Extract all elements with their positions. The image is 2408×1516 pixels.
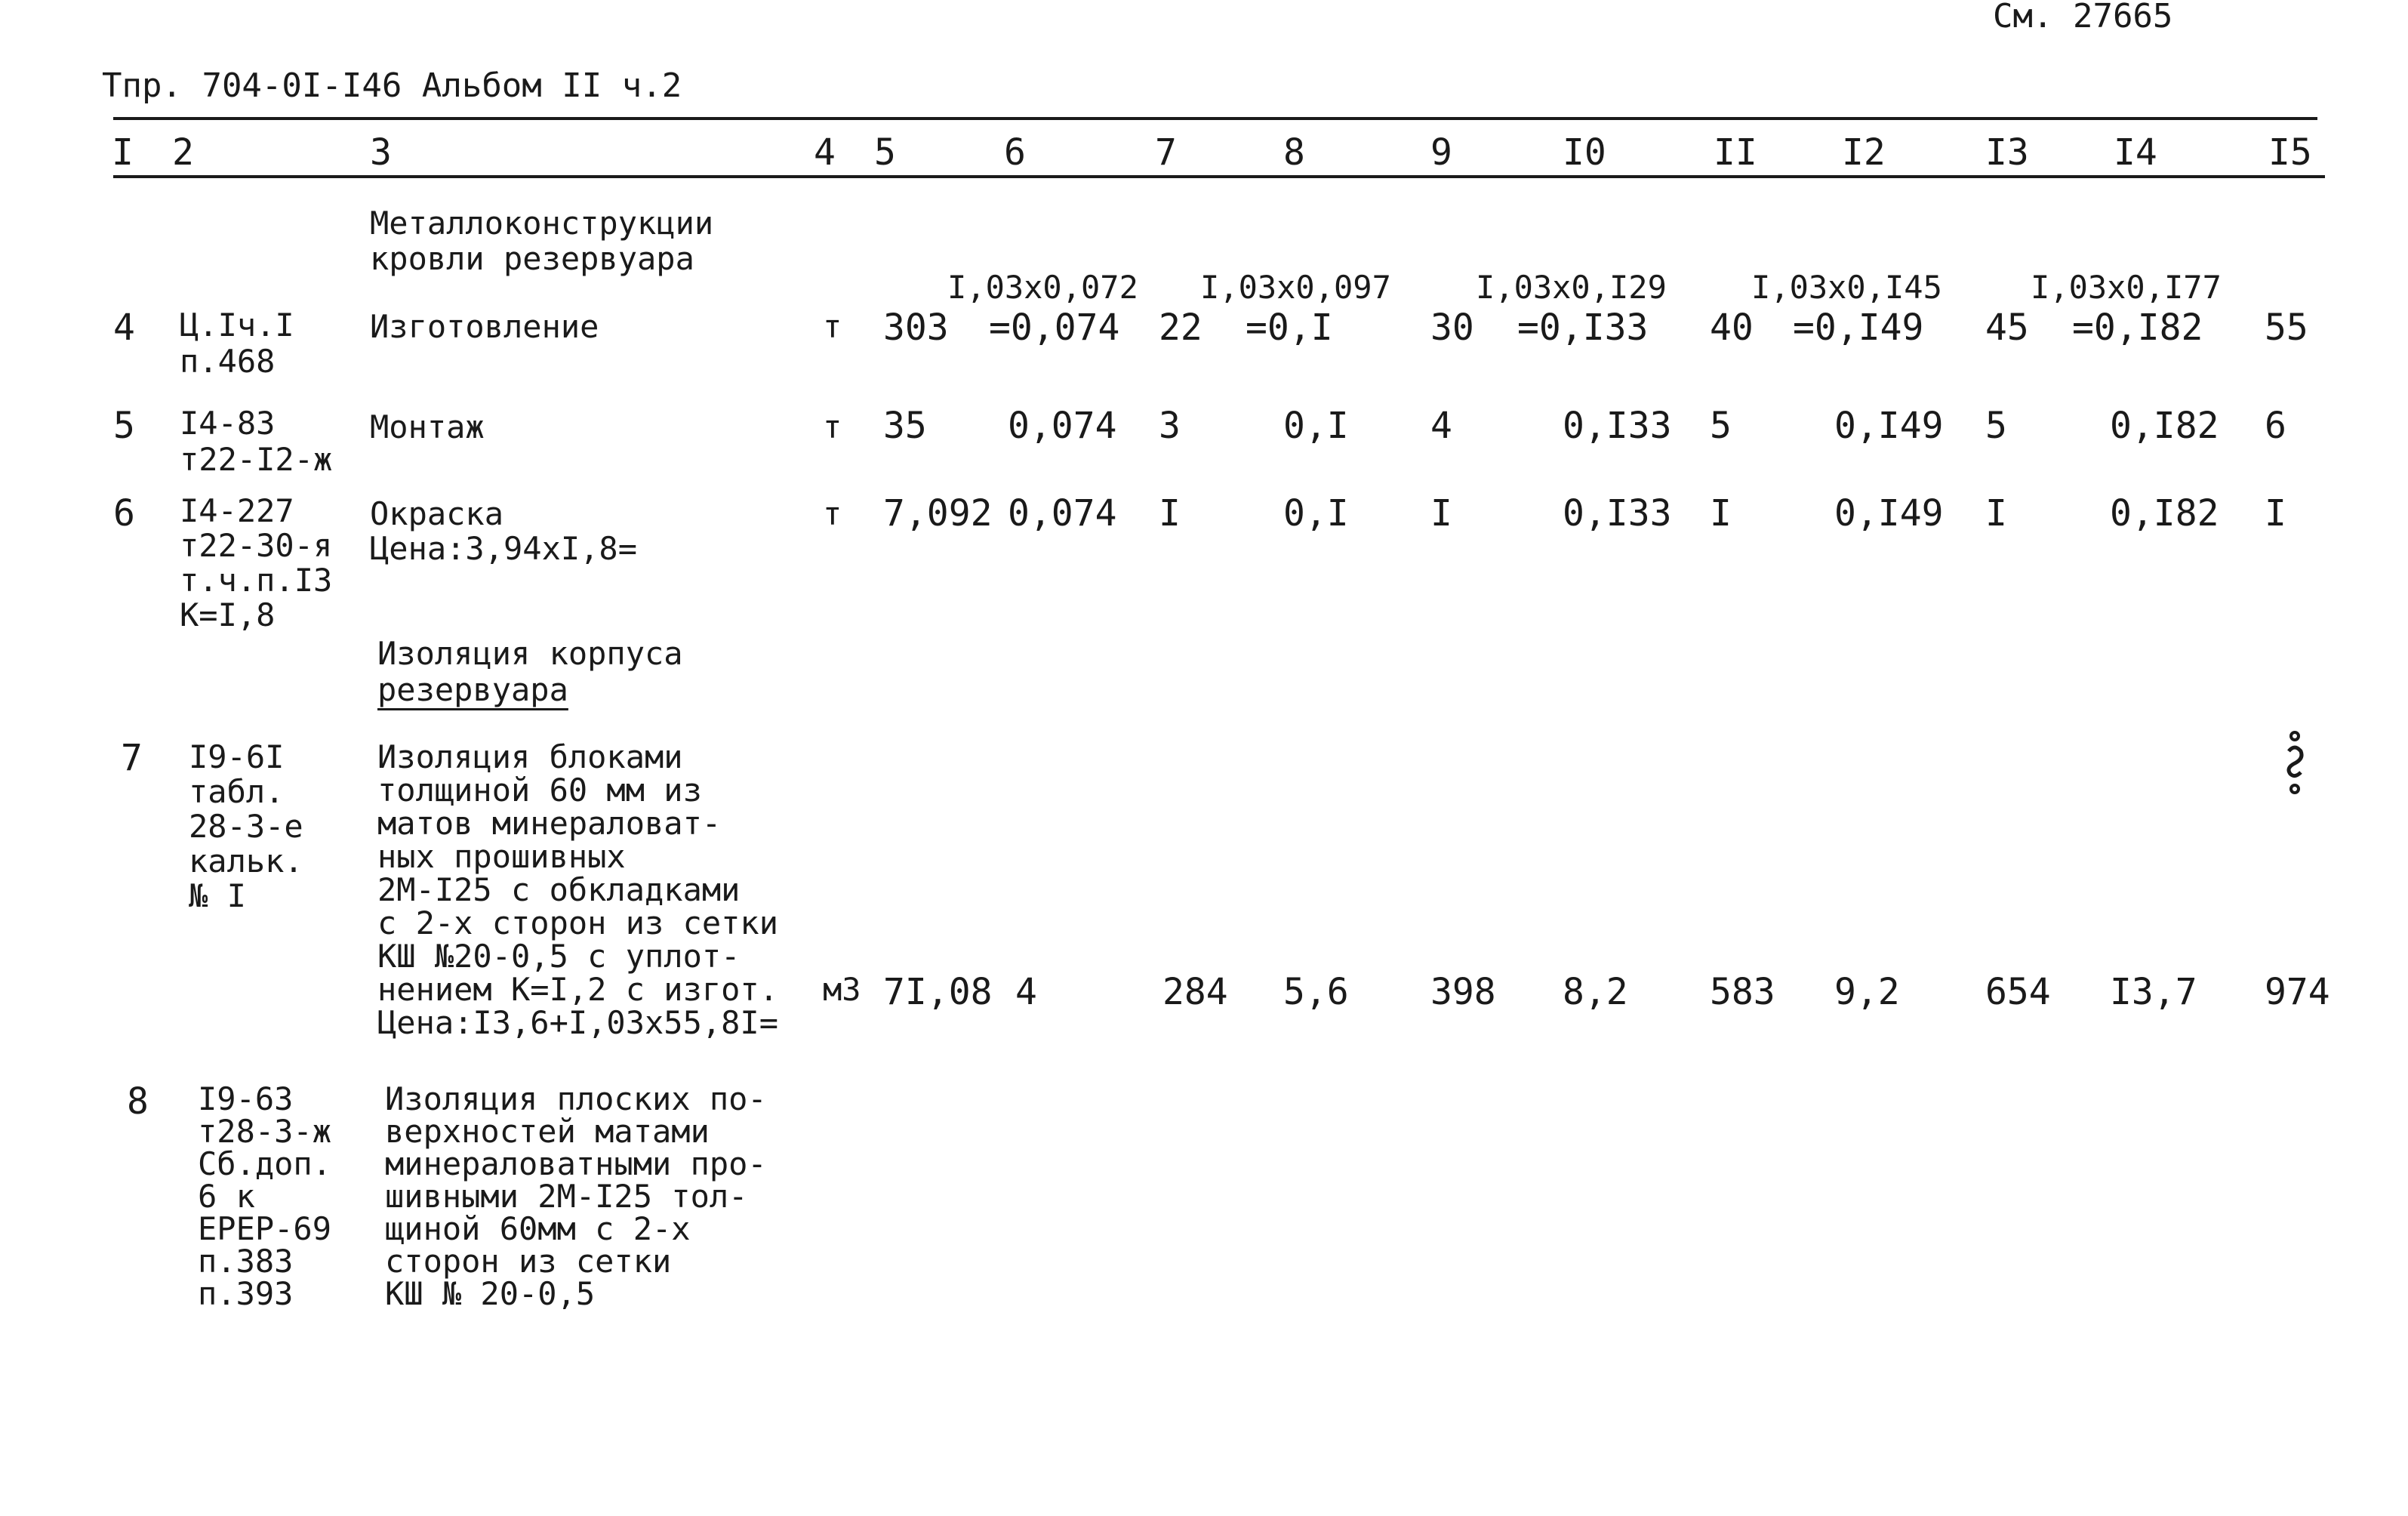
row-name: Монтаж: [370, 408, 485, 445]
row-code: п.393: [198, 1275, 294, 1312]
row-unit: м3: [823, 971, 861, 1008]
column-number: 7: [1155, 131, 1177, 174]
section-heading: резервуара: [377, 671, 568, 708]
row-name: толщиной 60 мм из: [377, 772, 702, 809]
row-cell: 583: [1710, 971, 1775, 1013]
row-name: нением К=I,2 с изгот.: [377, 971, 779, 1008]
column-number: II: [1714, 131, 1757, 174]
column-number: 2: [172, 131, 194, 174]
header-rule-top: [113, 117, 2317, 120]
column-number: I3: [1985, 131, 2029, 174]
row-cell: =0,I49: [1793, 307, 1924, 349]
row-cell: 654: [1985, 971, 2051, 1013]
row-name: КШ № 20-0,5: [385, 1275, 596, 1312]
row-cell: 22: [1159, 307, 1202, 349]
row-cell: =0,I82: [2072, 307, 2203, 349]
row-number: 4: [113, 307, 135, 349]
row-name: минераловатными про-: [385, 1145, 767, 1182]
row-cell: 9,2: [1834, 971, 1900, 1013]
row-name: Изготовление: [370, 308, 599, 345]
row-name: сторон из сетки: [385, 1243, 672, 1280]
row-cell: =0,I: [1246, 307, 1333, 349]
column-number: 4: [814, 131, 836, 174]
row-code: I9-63: [198, 1080, 294, 1117]
row-cell: 303: [883, 307, 949, 349]
row-name: 2М-I25 с обкладками: [377, 871, 741, 908]
row-cell: 30: [1430, 307, 1474, 349]
row-cell: 398: [1430, 971, 1496, 1013]
row-cell: I3,7: [2110, 971, 2197, 1013]
row-cell: 0,074: [1008, 492, 1117, 535]
column-number: I2: [1842, 131, 1886, 174]
row-cell: 3: [1159, 405, 1181, 447]
row-cell: 4: [1430, 405, 1452, 447]
row-cell: 0,I82: [2110, 492, 2219, 535]
row-name: ных прошивных: [377, 838, 626, 875]
row-cell: 0,I33: [1563, 405, 1672, 447]
row-code: п.383: [198, 1243, 294, 1280]
row-formula: I,03x0,097: [1200, 269, 1391, 306]
row-cell: 974: [2265, 971, 2330, 1013]
row-cell: 4: [1015, 971, 1037, 1013]
row-code: т28-3-ж: [198, 1113, 332, 1150]
row-code: т.ч.п.I3: [180, 562, 333, 599]
column-number: 6: [1004, 131, 1026, 174]
row-name: КШ №20-0,5 с уплот-: [377, 938, 741, 975]
row-name: Окраска: [370, 495, 504, 532]
row-cell: 0,I49: [1834, 492, 1944, 535]
column-number: I5: [2268, 131, 2312, 174]
row-unit: т: [823, 308, 842, 345]
row-cell: 5,6: [1283, 971, 1349, 1013]
row-cell: I: [1159, 492, 1181, 535]
row-code: 6 к: [198, 1178, 255, 1215]
row-name: с 2-х сторон из сетки: [377, 904, 779, 941]
row-code: табл.: [189, 773, 285, 810]
row-cell: 5: [1710, 405, 1732, 447]
row-code: 28-3-е: [189, 808, 303, 845]
row-cell: 0,I33: [1563, 492, 1672, 535]
row-cell: 35: [883, 405, 927, 447]
section-heading: кровли резервуара: [370, 240, 694, 277]
row-cell: 55: [2265, 307, 2308, 349]
column-number: I: [112, 131, 134, 174]
row-cell: I: [2265, 492, 2286, 535]
section-heading: Изоляция корпуса: [377, 635, 683, 672]
column-number: I0: [1563, 131, 1606, 174]
row-cell: 8,2: [1563, 971, 1628, 1013]
row-code: ЕРЕР-69: [198, 1210, 332, 1247]
row-number: 8: [127, 1080, 149, 1123]
row-formula: I,03x0,I77: [2031, 269, 2222, 306]
row-code: кальк.: [189, 843, 303, 880]
section-heading: Металлоконструкции: [370, 205, 714, 242]
row-cell: 45: [1985, 307, 2029, 349]
row-cell: 7I,08: [883, 971, 993, 1013]
row-cell: 284: [1162, 971, 1228, 1013]
row-name: верхностей матами: [385, 1113, 710, 1150]
row-name: шивными 2М-I25 тол-: [385, 1178, 748, 1215]
row-cell: 0,I: [1283, 405, 1349, 447]
row-unit: т: [823, 495, 842, 532]
row-cell: I: [1710, 492, 1732, 535]
row-formula: I,03x0,I29: [1476, 269, 1667, 306]
row-cell: I: [1430, 492, 1452, 535]
row-code: К=I,8: [180, 596, 276, 633]
row-code: т22-30-я: [180, 527, 333, 564]
row-name: щиной 60мм с 2-х: [385, 1210, 691, 1247]
row-formula: I,03x0,I45: [1751, 269, 1942, 306]
row-code: I4-227: [180, 492, 294, 529]
row-code: п.468: [180, 343, 276, 380]
row-code: т22-I2-ж: [180, 441, 333, 478]
row-cell: 5: [1985, 405, 2007, 447]
row-cell: I: [1985, 492, 2007, 535]
row-cell: 0,I82: [2110, 405, 2219, 447]
row-cell: =0,074: [989, 307, 1120, 349]
row-number: 5: [113, 405, 135, 447]
row-name: матов минераловат-: [377, 805, 722, 842]
row-cell: 40: [1710, 307, 1754, 349]
column-number: 5: [874, 131, 896, 174]
row-name: Цена:3,94xI,8=: [370, 530, 638, 567]
row-number: 6: [113, 492, 135, 535]
row-code: I4-83: [180, 405, 276, 442]
margin-mark-icon: [2280, 729, 2310, 797]
row-cell: 0,I49: [1834, 405, 1944, 447]
column-number: 3: [370, 131, 392, 174]
column-number: 9: [1430, 131, 1452, 174]
column-number: I4: [2114, 131, 2157, 174]
row-name: Изоляция блоками: [377, 738, 683, 775]
column-number: 8: [1283, 131, 1305, 174]
row-name: Цена:I3,6+I,03x55,8I=: [377, 1004, 779, 1041]
sheet-reference: См. 27665: [1993, 0, 2173, 35]
row-code: Сб.доп.: [198, 1145, 332, 1182]
page-title: Тпр. 704-0I-I46 Альбом II ч.2: [102, 66, 682, 105]
row-cell: =0,I33: [1517, 307, 1649, 349]
row-formula: I,03x0,072: [947, 269, 1138, 306]
row-cell: 7,092: [883, 492, 993, 535]
row-code: Ц.Iч.I: [180, 307, 294, 344]
row-cell: 6: [2265, 405, 2286, 447]
row-unit: т: [823, 408, 842, 445]
row-code: I9-6I: [189, 738, 285, 775]
row-cell: 0,I: [1283, 492, 1349, 535]
header-rule-bottom: [113, 175, 2325, 178]
row-name: Изоляция плоских по-: [385, 1080, 767, 1117]
row-cell: 0,074: [1008, 405, 1117, 447]
row-number: 7: [121, 737, 143, 779]
row-code: № I: [189, 877, 246, 914]
